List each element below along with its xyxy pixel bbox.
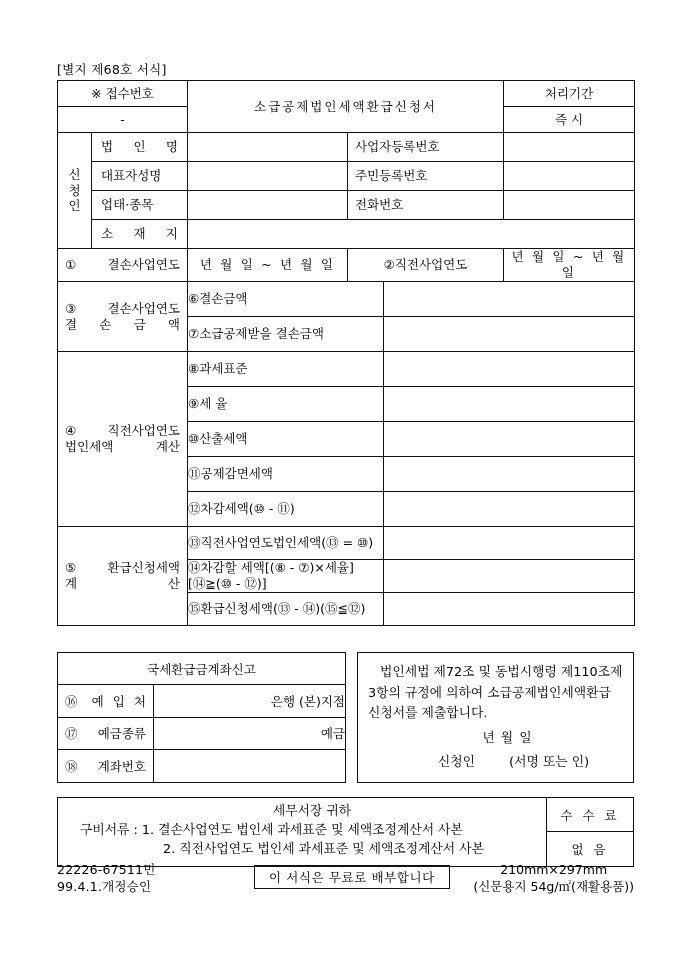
- section4-row-8: [58, 352, 635, 387]
- section5-row-13: [58, 527, 635, 560]
- declaration-signature-line: [368, 753, 623, 774]
- paper-type: (신문용지 54g/㎡(재활용품)): [473, 878, 634, 894]
- corp-name-label: 법 인 명: [92, 133, 188, 162]
- fee-label-row: [547, 798, 634, 832]
- processing-period-label: 처리기간: [504, 81, 635, 107]
- item-12-field[interactable]: [384, 492, 635, 527]
- fee-table: [546, 797, 634, 867]
- header-row-top: [58, 81, 635, 107]
- required-documents-line-1: [58, 821, 546, 840]
- resident-reg-no-field[interactable]: [504, 162, 635, 191]
- fee-value-row: [547, 832, 634, 866]
- receipt-number-value[interactable]: -: [58, 107, 188, 133]
- item-11-field[interactable]: [384, 457, 635, 492]
- applicant-side-char-3: 인: [68, 198, 81, 214]
- section3-label: ③결손사업연도 결 손 금 액: [58, 282, 188, 352]
- rep-name-label: 대표자성명: [92, 162, 188, 191]
- item-13-field[interactable]: [384, 527, 635, 560]
- item-11-label: ⑪공제감면세액: [188, 457, 384, 492]
- deposit-type-field[interactable]: 예금: [154, 717, 346, 749]
- item-15-field[interactable]: [384, 593, 635, 626]
- loss-fiscal-year-field[interactable]: 년 월 일 ~ 년 월 일: [188, 249, 348, 282]
- deposit-place-label: ⑯ 예 입 처: [58, 685, 154, 717]
- item-9-label: ⑨세 율: [188, 387, 384, 422]
- business-type-label: 업태·종목: [92, 191, 188, 220]
- declaration-date-line[interactable]: 년 월 일: [482, 731, 533, 747]
- signature-note[interactable]: (서명 또는 인): [509, 754, 590, 770]
- item-15-label: ⑮환급신청세액(⑬ - ⑭)(⑮≦⑫): [188, 593, 384, 626]
- item-10-label: ⑩산출세액: [188, 422, 384, 457]
- footer-paper-spec: [473, 862, 634, 896]
- receipt-number-label: ※ 접수번호: [58, 81, 188, 107]
- loss-fiscal-year-label: ①결손사업연도: [58, 249, 188, 282]
- item-7-field[interactable]: [384, 317, 635, 352]
- business-type-field[interactable]: [188, 191, 348, 220]
- applicant-side-label: [58, 133, 92, 249]
- account-row-deposit-type: [58, 717, 346, 749]
- address-field[interactable]: [188, 220, 635, 249]
- section5-label: ⑤환급신청세액 계 산: [58, 527, 188, 626]
- bottom-section: [57, 652, 634, 783]
- item-10-field[interactable]: [384, 422, 635, 457]
- required-document-1: 1. 결손사업연도 법인세 과세표준 및 세액조정계산서 사본: [141, 823, 463, 839]
- account-number-field[interactable]: [154, 750, 346, 782]
- required-documents-label: 구비서류 :: [80, 823, 138, 839]
- required-document-2: 2. 직전사업연도 법인세 과세표준 및 세액조정계산서 사본: [163, 842, 484, 858]
- fee-value: 없 음: [547, 832, 634, 866]
- applicant-row-rep-name: [58, 162, 635, 191]
- fiscal-year-row: [58, 249, 635, 282]
- address-label: 소 재 지: [92, 220, 188, 249]
- item-7-label: ⑦소급공제받을 결손금액: [188, 317, 384, 352]
- submission-box: [57, 797, 546, 867]
- footer-section: [57, 862, 634, 906]
- phone-no-field[interactable]: [504, 191, 635, 220]
- account-row-account-number: [58, 750, 346, 782]
- processing-period-value: 즉 시: [504, 107, 635, 133]
- main-form-table: [57, 80, 635, 626]
- applicant-side-char-1: 신: [68, 167, 81, 183]
- paper-size: 210mm×297mm: [500, 862, 608, 877]
- footer-code-line-2: 99.4.1.개정승인: [57, 878, 152, 894]
- item-9-field[interactable]: [384, 387, 635, 422]
- refund-account-table: [57, 652, 346, 783]
- section4-label: ④직전사업연도 법인세액 계산: [58, 352, 188, 527]
- phone-no-label: 전화번호: [348, 191, 504, 220]
- account-row-deposit-place: [58, 685, 346, 717]
- required-documents-line-2: [58, 840, 546, 859]
- deposit-place-field[interactable]: 은행 (본)지점: [154, 685, 346, 717]
- tax-office-chief-label: 세무서장 귀하: [272, 804, 352, 819]
- item-14-label: ⑭차감할 세액[(⑧ - ⑦)×세율][⑭≧(⑩ - ⑫)]: [188, 560, 384, 593]
- item-6-label: ⑥결손금액: [188, 282, 384, 317]
- submission-section: [57, 797, 634, 867]
- signer-label: 신청인: [437, 754, 475, 770]
- account-title-row: [58, 653, 346, 685]
- applicant-row-corp-name: [58, 133, 635, 162]
- declaration-text: 법인세법 제72조 및 동법시행령 제110조제3항의 규정에 의하여 소급공제법인세액환급신청서를 제출합니다.: [368, 665, 623, 722]
- form-code-label: [별지 제68호 서식]: [57, 62, 167, 77]
- account-section-title: 국세환급금계좌신고: [58, 653, 346, 685]
- biz-reg-no-field[interactable]: [504, 133, 635, 162]
- account-number-label: ⑱ 계좌번호: [58, 750, 154, 782]
- deposit-type-label: ⑰ 예금종류: [58, 717, 154, 749]
- fee-label: 수 수 료: [547, 798, 634, 832]
- resident-reg-no-label: 주민등록번호: [348, 162, 504, 191]
- item-8-field[interactable]: [384, 352, 635, 387]
- biz-reg-no-label: 사업자등록번호: [348, 133, 504, 162]
- item-6-field[interactable]: [384, 282, 635, 317]
- declaration-box: [357, 652, 634, 783]
- applicant-row-business-type: [58, 191, 635, 220]
- rep-name-field[interactable]: [188, 162, 348, 191]
- applicant-row-address: [58, 220, 635, 249]
- item-12-label: ⑫차감세액(⑩ - ⑪): [188, 492, 384, 527]
- item-13-label: ⑬직전사업연도법인세액(⑬ = ⑩): [188, 527, 384, 560]
- corp-name-field[interactable]: [188, 133, 348, 162]
- footer-code-line-1: 22226-67511민: [57, 862, 156, 877]
- footer-form-code: [57, 862, 156, 896]
- item-14-field[interactable]: [384, 560, 635, 593]
- free-distribution-notice: 이 서식은 무료로 배부합니다: [254, 865, 450, 889]
- prev-fiscal-year-label: ②직전사업연도: [348, 249, 504, 282]
- section3-row-6: [58, 282, 635, 317]
- applicant-side-char-2: 청: [68, 182, 81, 198]
- item-8-label: ⑧과세표준: [188, 352, 384, 387]
- page-title: 소급공제법인세액환급신청서: [188, 81, 504, 133]
- prev-fiscal-year-field[interactable]: 년 월 일 ~ 년 월 일: [504, 249, 635, 282]
